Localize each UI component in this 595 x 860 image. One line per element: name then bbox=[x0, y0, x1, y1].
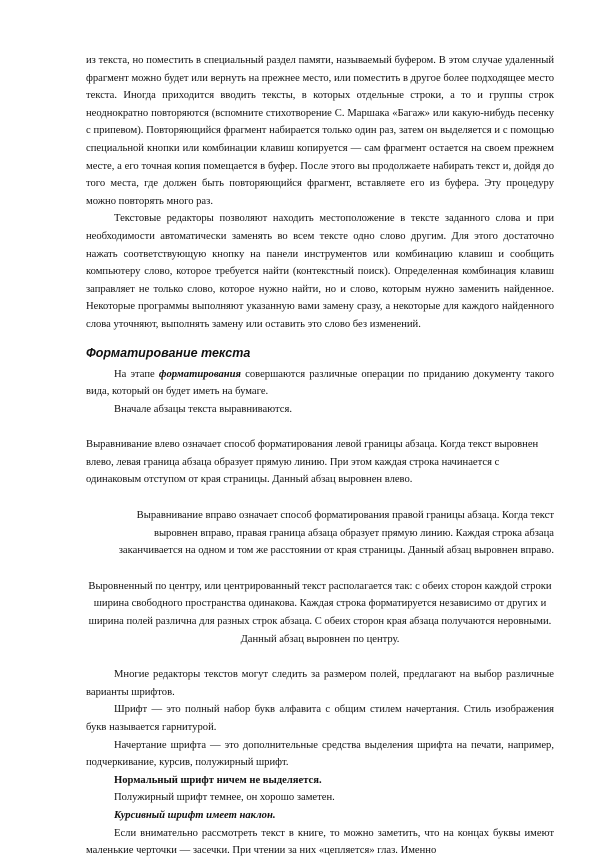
formatting-term: форматирования bbox=[158, 368, 242, 380]
spacer bbox=[86, 418, 554, 436]
section-heading: Форматирование текста bbox=[86, 345, 251, 360]
paragraph-center-aligned: Выровненный по центру, или центрированный текст располагается так: с обеих сторон каждой строки ширина свободного пространства одинакова. Каждая строка форматируется независимо от других и ширина полей различна для разных строк абзаца. С обеих сторон края абзаца получаются неровными. Данный абзац выровнен по центру. bbox=[88, 580, 552, 645]
paragraph-bold-font: Полужирный шрифт темнее, он хорошо заметен. bbox=[114, 792, 335, 804]
formatting-intro-suffix: совершаются различные операции по приданию документу такого вида, который он будет иметь на бумаге. bbox=[86, 368, 554, 398]
paragraph-normal-font: Нормальный шрифт ничем не выделяется. bbox=[114, 774, 322, 786]
paragraph-left-aligned: Выравнивание влево означает способ форматирования левой границы абзаца. Когда текст выровнен влево, левая граница абзаца образует прямую линию. При этом каждая строка начинается с одинаковым отступом от края страницы. Данный абзац выровнен влево. bbox=[86, 439, 539, 486]
paragraph-font-style: Начертание шрифта — это дополнительные средства выделения шрифта на печати, например, подчеркивание, курсив, полужирный шрифт. bbox=[86, 739, 554, 769]
paragraph-right-aligned: Выравнивание вправо означает способ форматирования правой границы абзаца. Когда текст выровнен вправо, правая граница абзаца образует прямую линию. Каждая строка абзаца заканчивается на одном и том же расстоянии от края страницы. Данный абзац выровнен вправо. bbox=[118, 510, 554, 557]
paragraph-italic-font: Курсивный шрифт имеет наклон. bbox=[114, 809, 276, 821]
paragraph-font-definition: Шрифт — это полный набор букв алфавита с общим стилем начертания. Стиль изображения букв называется гарнитурой. bbox=[86, 704, 554, 733]
paragraph-search-replace: Текстовые редакторы позволяют находить местоположение в тексте заданного слова и при необходимости автоматически заменять во всем тексте одно слово другим. Для этого достаточно нажать соответствующую кнопку на панели инструментов или комбинацию клавиш и сообщить компьютеру слово, которое требуется найти (контекстный поиск). Определенная комбинация клавиш заправляет не только слово, которое нужно найти, но и слово, которым нужно заменить найденное. Некоторые программы выполняют указанную вами замену сразу, а некоторые для каждого найденного слова уточняют, выполнять замену или оставить это слово без изменений. bbox=[86, 213, 554, 330]
document-page bbox=[86, 52, 554, 860]
formatting-intro-prefix: На этапе bbox=[114, 368, 159, 380]
paragraph-fonts-margins: Многие редакторы текстов могут следить за размером полей, предлагают на выбор различные варианты шрифтов. bbox=[86, 669, 554, 698]
spacer bbox=[86, 489, 554, 507]
spacer bbox=[86, 560, 554, 578]
paragraph-formatting-intro bbox=[86, 366, 554, 401]
paragraph-serifs: Если внимательно рассмотреть текст в книге, то можно заметить, что на концах буквы имеют маленькие черточки — засечки. При чтении за них «цепляется» глаз. Именно bbox=[86, 827, 554, 857]
spacer bbox=[86, 648, 554, 666]
paragraph-buffer: из текста, но поместить в специальный раздел памяти, называемый буфером. В этом случае удаленный фрагмент можно будет или вернуть на прежнее место, или поместить в другое более подходящее место текста. Иногда приходится вводить тексты, в которых отдельные строки, а то и группы строк неоднократно повторяются (вспомните стихотворение С. Маршака «Багаж» или какую-нибудь песенку с припевом). Повторяющийся фрагмент набирается только один раз, затем он выделяется и с помощью специальной кнопки или комбинации клавиш копируется — сам фрагмент остается на своем прежнем месте, а его точная копия помещается в буфер. После этого вы продолжаете набирать текст и, дойдя до того места, где должен быть повторяющийся фрагмент, вставляете его из буфера. Эту процедуру можно повторять много раз. bbox=[86, 55, 554, 207]
paragraph-alignment-intro: Вначале абзацы текста выравниваются. bbox=[114, 403, 292, 415]
